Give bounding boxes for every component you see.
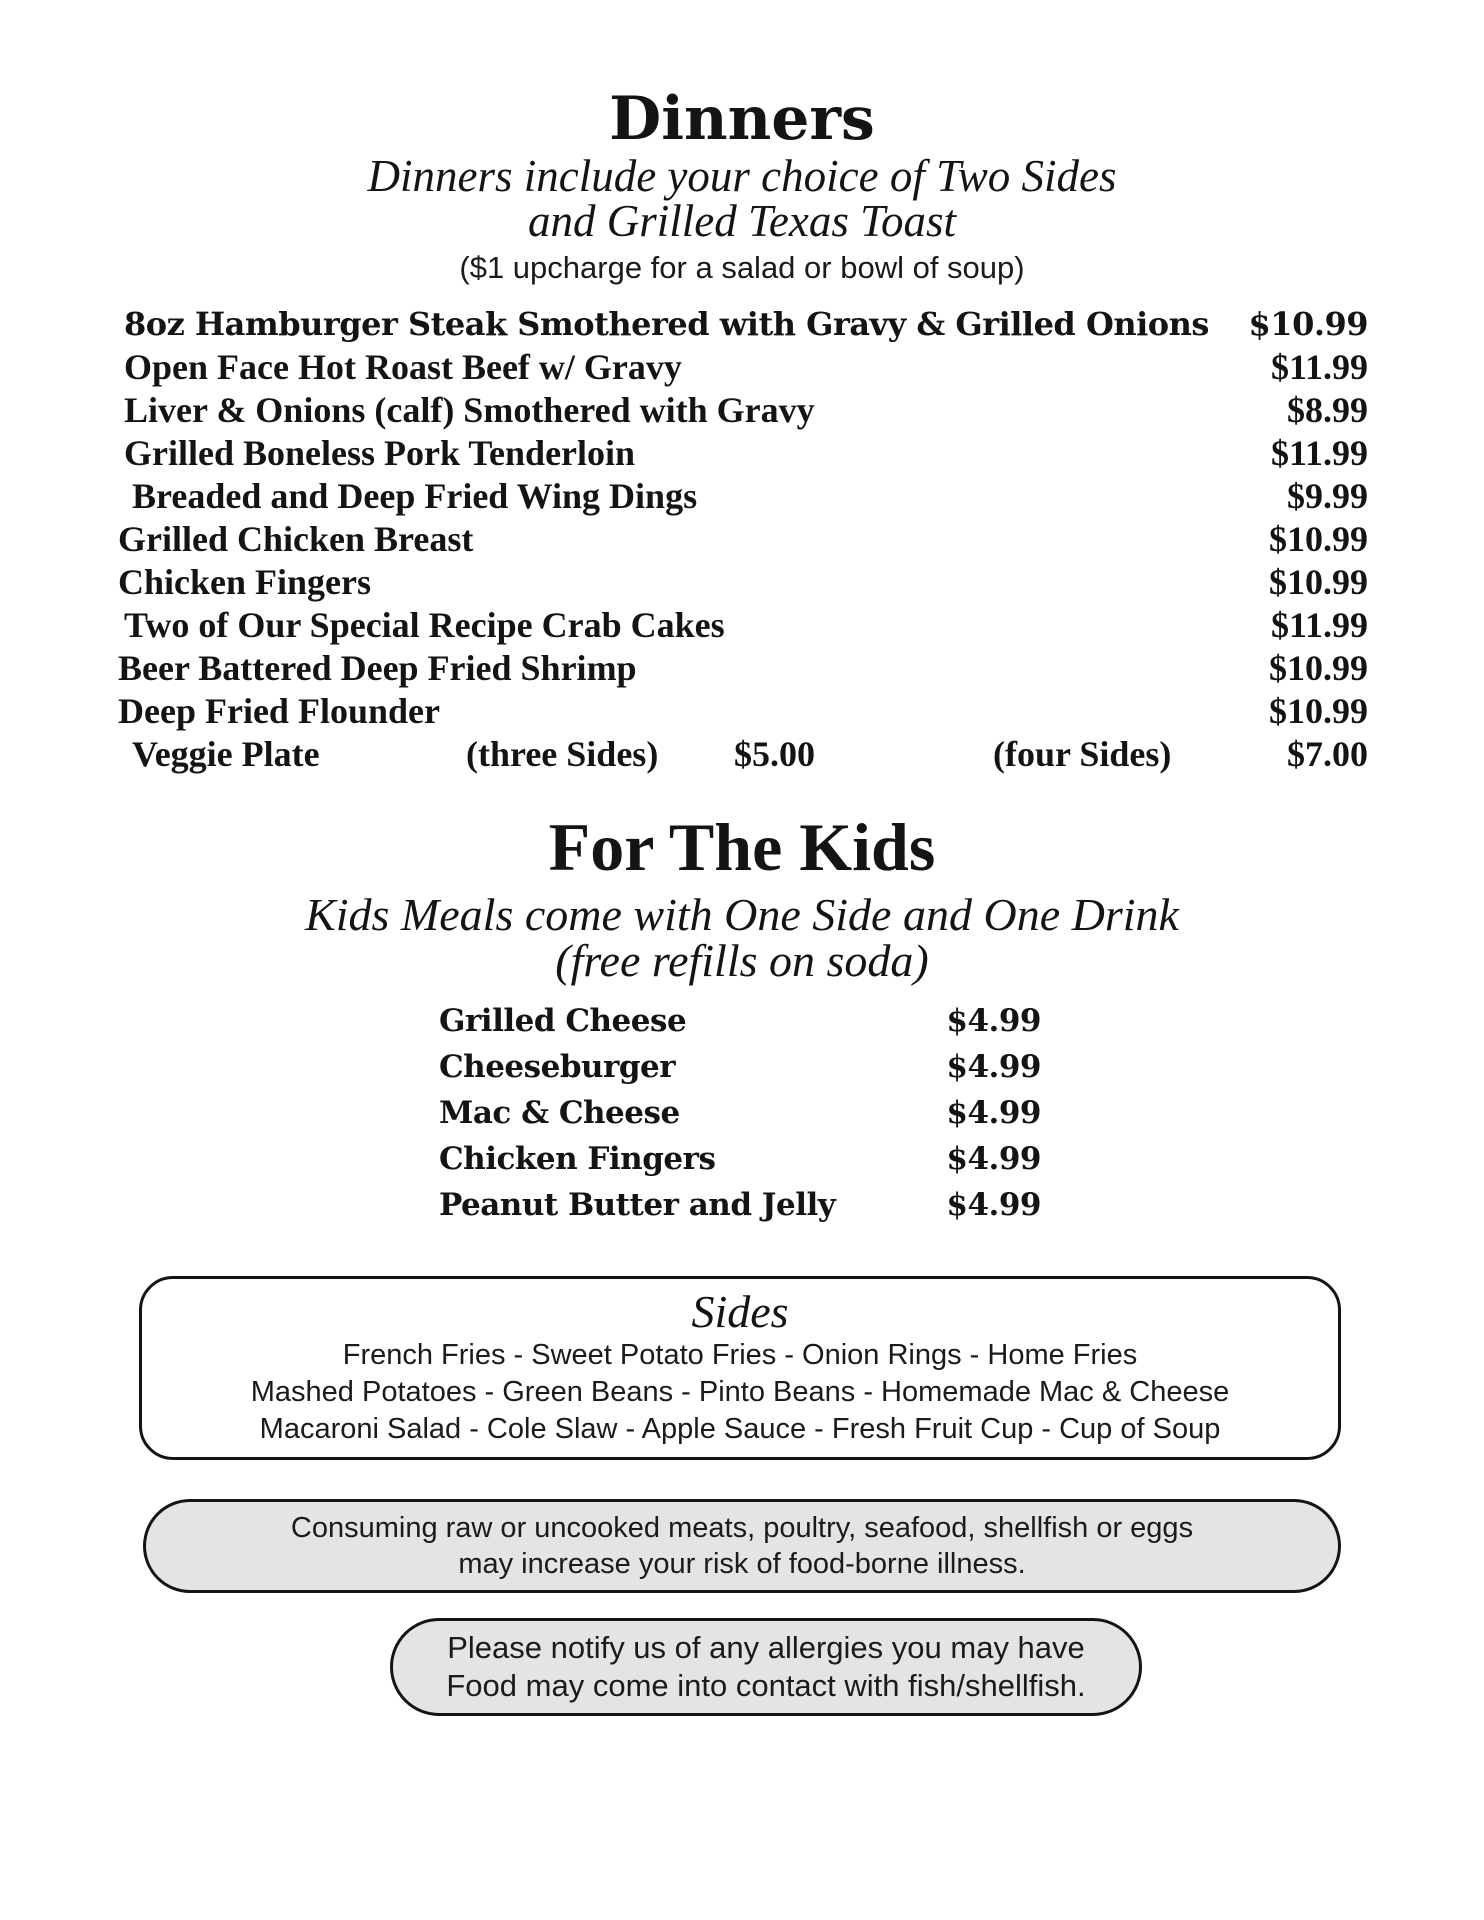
- dinners-subtitle-line2: and Grilled Texas Toast: [527, 196, 956, 246]
- menu-item-name: Chicken Fingers: [118, 561, 372, 602]
- menu-item-name: Two of Our Special Recipe Crab Cakes: [124, 604, 725, 645]
- kids-subtitle-line1: Kids Meals come with One Side and One Drink: [305, 889, 1179, 940]
- allergy-notice-box: [390, 1618, 1142, 1716]
- menu-item-name: Grilled Chicken Breast: [118, 518, 474, 559]
- menu-item-row: [433, 998, 1041, 1044]
- menu-item-name: Breaded and Deep Fried Wing Dings: [132, 475, 698, 516]
- warning-line1: Consuming raw or uncooked meats, poultry, seafood, shellfish or eggs: [290, 1512, 1194, 1544]
- menu-item-price: $10.99: [1248, 304, 1368, 343]
- menu-item-row: [118, 431, 1368, 474]
- menu-item-price: $10.99: [1269, 518, 1368, 559]
- veggie-three-sides-label: (three Sides): [466, 733, 659, 774]
- menu-item-name: Liver & Onions (calf) Smothered with Gravy: [124, 389, 815, 430]
- kids-subtitle: [0, 889, 1484, 986]
- sides-box: [139, 1276, 1341, 1460]
- allergy-line1: Please notify us of any allergies you may have: [447, 1630, 1085, 1665]
- menu-item-name: Mac & Cheese: [439, 1095, 680, 1131]
- menu-item-row: [118, 560, 1368, 603]
- menu-item-price: $10.99: [1269, 647, 1368, 688]
- menu-item-price: $11.99: [1270, 346, 1368, 387]
- menu-item-price: $11.99: [1270, 432, 1368, 473]
- allergy-line2: Food may come into contact with fish/shellfish.: [446, 1668, 1086, 1703]
- dinners-section-title: Dinners: [609, 84, 875, 154]
- menu-item-name: Veggie Plate: [132, 733, 320, 774]
- menu-item-name: Peanut Butter and Jelly: [439, 1187, 836, 1223]
- veggie-plate-row: [118, 732, 1368, 775]
- menu-item-row: [118, 302, 1368, 345]
- upcharge-note: ($1 upcharge for a salad or bowl of soup): [459, 250, 1025, 285]
- menu-item-price: $10.99: [1269, 690, 1368, 731]
- menu-item-name: Grilled Cheese: [439, 1003, 687, 1039]
- warning-line2: may increase your risk of food-borne illness.: [458, 1548, 1026, 1580]
- menu-item-name: 8oz Hamburger Steak Smothered with Gravy & Grilled Onions: [124, 304, 1209, 343]
- veggie-three-sides-price: $5.00: [734, 733, 815, 774]
- dinners-subtitle-line1: Dinners include your choice of Two Sides: [367, 151, 1117, 201]
- kids-section-title: For The Kids: [548, 809, 936, 885]
- menu-item-name: Deep Fried Flounder: [118, 690, 440, 731]
- sides-line1: French Fries - Sweet Potato Fries - Onion Rings - Home Fries: [342, 1339, 1138, 1371]
- food-safety-warning-box: [143, 1499, 1341, 1593]
- menu-item-row: [118, 689, 1368, 732]
- menu-item-row: [118, 474, 1368, 517]
- menu-item-price: $9.99: [1287, 475, 1368, 516]
- menu-item-price: $4.99: [946, 1141, 1041, 1177]
- menu-item-name: Grilled Boneless Pork Tenderloin: [124, 432, 636, 473]
- menu-item-row: [433, 1182, 1041, 1228]
- menu-item-price: $4.99: [946, 1095, 1041, 1131]
- dinners-subtitle: [0, 151, 1484, 246]
- veggie-four-sides-label: (four Sides): [993, 733, 1172, 774]
- menu-item-name: Beer Battered Deep Fried Shrimp: [118, 647, 637, 688]
- menu-item-row: [433, 1044, 1041, 1090]
- menu-item-price: $4.99: [946, 1187, 1041, 1223]
- menu-item-row: [118, 345, 1368, 388]
- menu-item-price: $11.99: [1270, 604, 1368, 645]
- sides-line3: Macaroni Salad - Cole Slaw - Apple Sauce - Fresh Fruit Cup - Cup of Soup: [259, 1413, 1221, 1445]
- menu-item-price: $4.99: [946, 1003, 1041, 1039]
- veggie-four-sides-price: $7.00: [1287, 733, 1368, 774]
- kids-list: [433, 998, 1041, 1228]
- menu-item-row: [433, 1136, 1041, 1182]
- sides-title: Sides: [691, 1286, 789, 1337]
- kids-subtitle-line2: (free refills on soda): [555, 935, 929, 986]
- menu-item-price: $4.99: [946, 1049, 1041, 1085]
- menu-item-price: $8.99: [1287, 389, 1368, 430]
- menu-item-row: [433, 1090, 1041, 1136]
- menu-item-row: [118, 646, 1368, 689]
- dinners-list: [118, 302, 1368, 775]
- sides-line2: Mashed Potatoes - Green Beans - Pinto Beans - Homemade Mac & Cheese: [250, 1376, 1230, 1408]
- menu-item-name: Chicken Fingers: [439, 1141, 716, 1177]
- menu-item-name: Cheeseburger: [439, 1049, 676, 1085]
- menu-item-row: [118, 388, 1368, 431]
- menu-item-price: $10.99: [1269, 561, 1368, 602]
- menu-item-name: Open Face Hot Roast Beef w/ Gravy: [124, 346, 682, 387]
- menu-item-row: [118, 517, 1368, 560]
- menu-item-row: [118, 603, 1368, 646]
